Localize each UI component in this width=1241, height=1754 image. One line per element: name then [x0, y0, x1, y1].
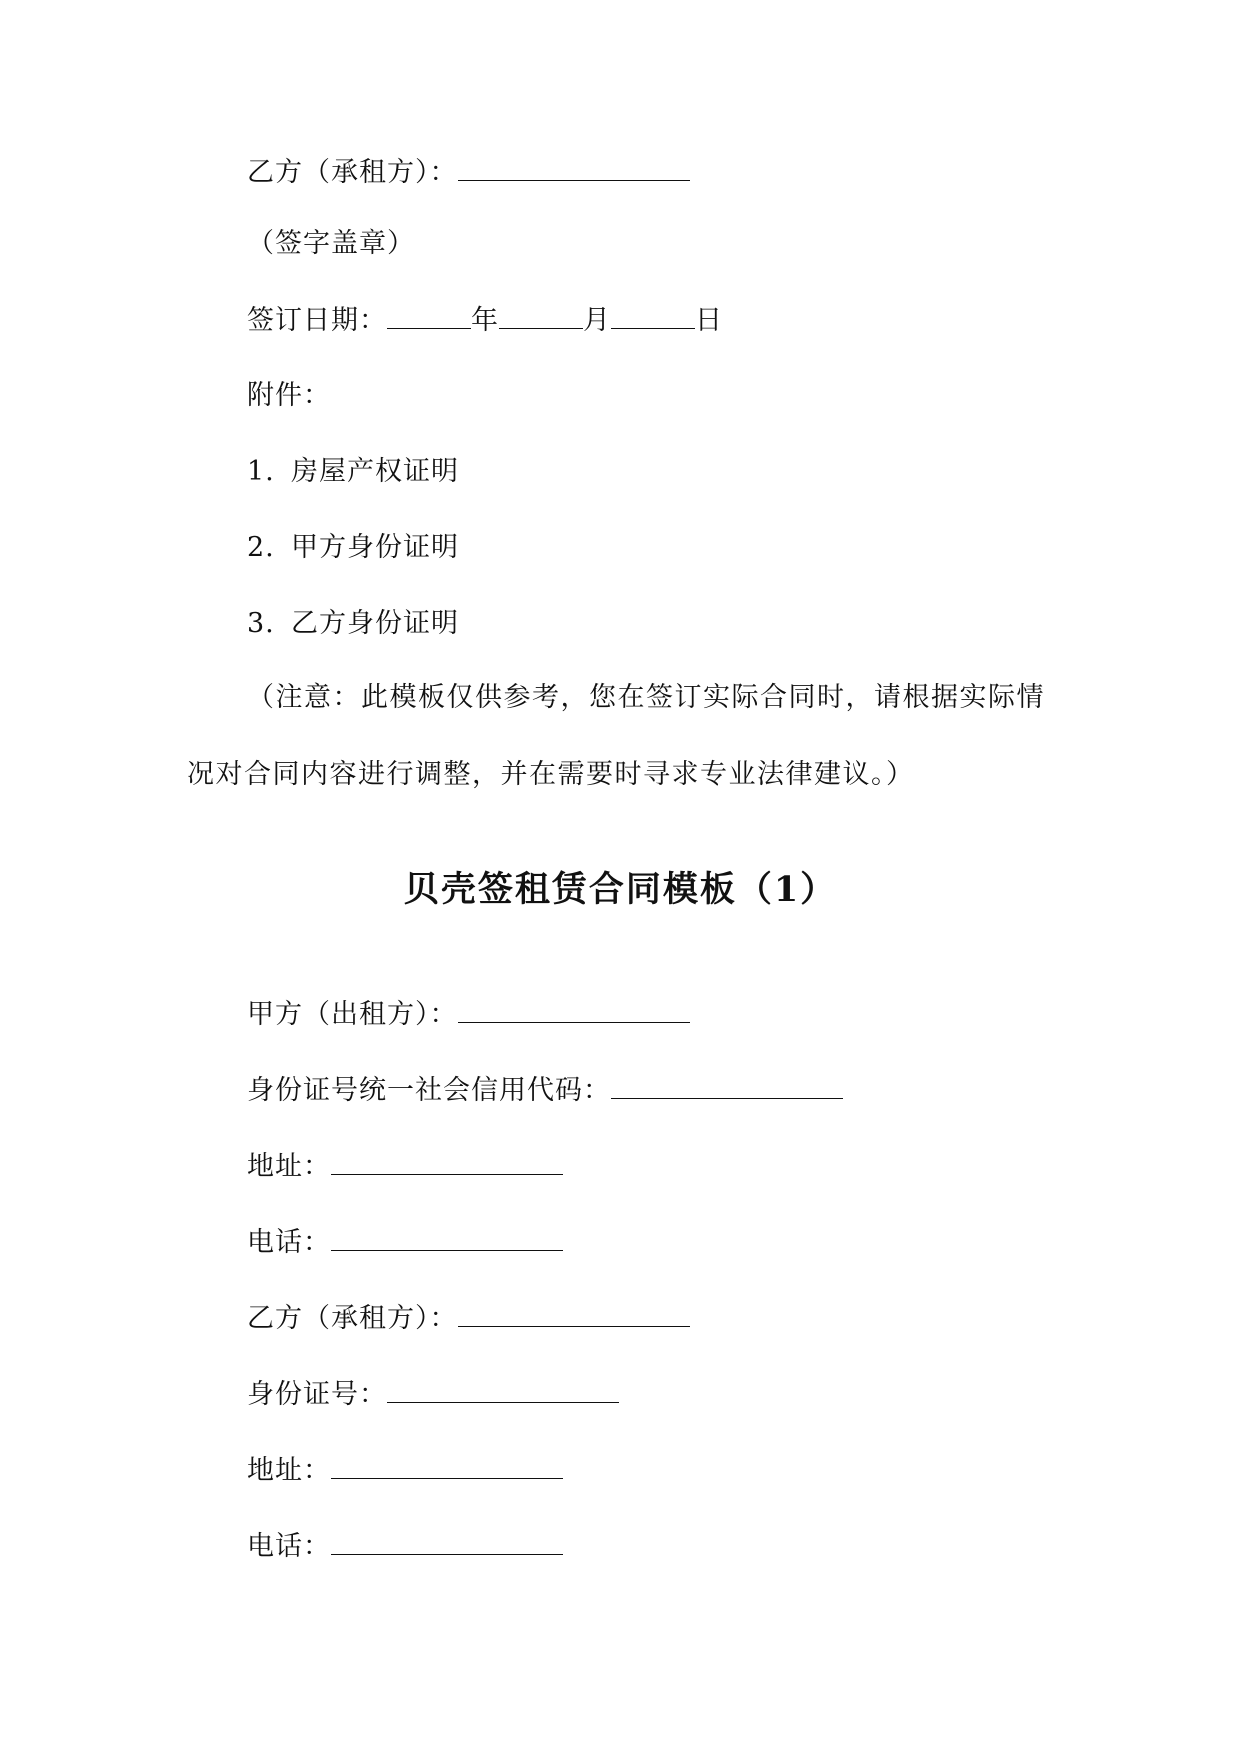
sign-month-blank	[499, 302, 583, 329]
attachment-number: 1.	[247, 456, 275, 487]
sign-date-line	[247, 302, 723, 339]
attachment-text: 乙方身份证明	[291, 608, 459, 639]
party-b-line	[247, 154, 690, 191]
attachment-text: 甲方身份证明	[291, 532, 459, 563]
party-a-address-blank	[331, 1148, 563, 1175]
note-line-2: 况对合同内容进行调整，并在需要时寻求专业法律建议。）	[187, 759, 915, 790]
sign-year-blank	[387, 302, 471, 329]
attachment-item	[247, 530, 459, 566]
party-b-phone-label: 电话：	[247, 1531, 331, 1562]
sign-day-blank	[611, 302, 695, 329]
party-b-id-line	[247, 1376, 619, 1413]
sign-month-label: 月	[583, 305, 611, 336]
party-b-line	[247, 1300, 690, 1337]
party-a-phone-blank	[331, 1224, 563, 1251]
attachment-item	[247, 606, 459, 642]
party-a-id-line	[247, 1072, 843, 1109]
party-b-address-label: 地址：	[247, 1455, 331, 1486]
party-a-phone-label: 电话：	[247, 1227, 331, 1258]
attachment-number: 2.	[247, 532, 275, 563]
party-a-line	[247, 996, 690, 1033]
party-a-address-label: 地址：	[247, 1151, 331, 1182]
party-b-blank	[458, 1300, 690, 1327]
party-a-id-label: 身份证号统一社会信用代码：	[247, 1075, 611, 1106]
attachment-item	[247, 454, 459, 490]
seal-label: （签字盖章）	[247, 228, 415, 259]
document-title: 贝壳签租赁合同模板（1）	[403, 869, 838, 910]
attachments-label: 附件：	[247, 380, 331, 411]
seal-line	[247, 226, 415, 262]
party-a-phone-line	[247, 1224, 563, 1261]
party-b-blank	[458, 154, 690, 181]
sign-date-label: 签订日期：	[247, 305, 387, 336]
party-a-address-line	[247, 1148, 563, 1185]
note-line-1: （注意：此模板仅供参考，您在签订实际合同时，请根据实际情	[247, 682, 1045, 713]
attachment-text: 房屋产权证明	[291, 456, 459, 487]
party-b-label: 乙方（承租方）：	[247, 1303, 458, 1334]
party-b-address-blank	[331, 1452, 563, 1479]
party-a-id-blank	[611, 1072, 843, 1099]
party-a-blank	[458, 996, 690, 1023]
sign-day-label: 日	[695, 305, 723, 336]
party-b-label: 乙方（承租方）：	[247, 157, 458, 188]
party-a-label: 甲方（出租方）：	[247, 999, 458, 1030]
party-b-phone-line	[247, 1528, 563, 1565]
party-b-phone-blank	[331, 1528, 563, 1555]
party-b-id-blank	[387, 1376, 619, 1403]
party-b-address-line	[247, 1452, 563, 1489]
attachments-heading	[247, 378, 331, 414]
sign-year-label: 年	[471, 305, 499, 336]
party-b-id-label: 身份证号：	[247, 1379, 387, 1410]
attachment-number: 3.	[247, 608, 275, 639]
